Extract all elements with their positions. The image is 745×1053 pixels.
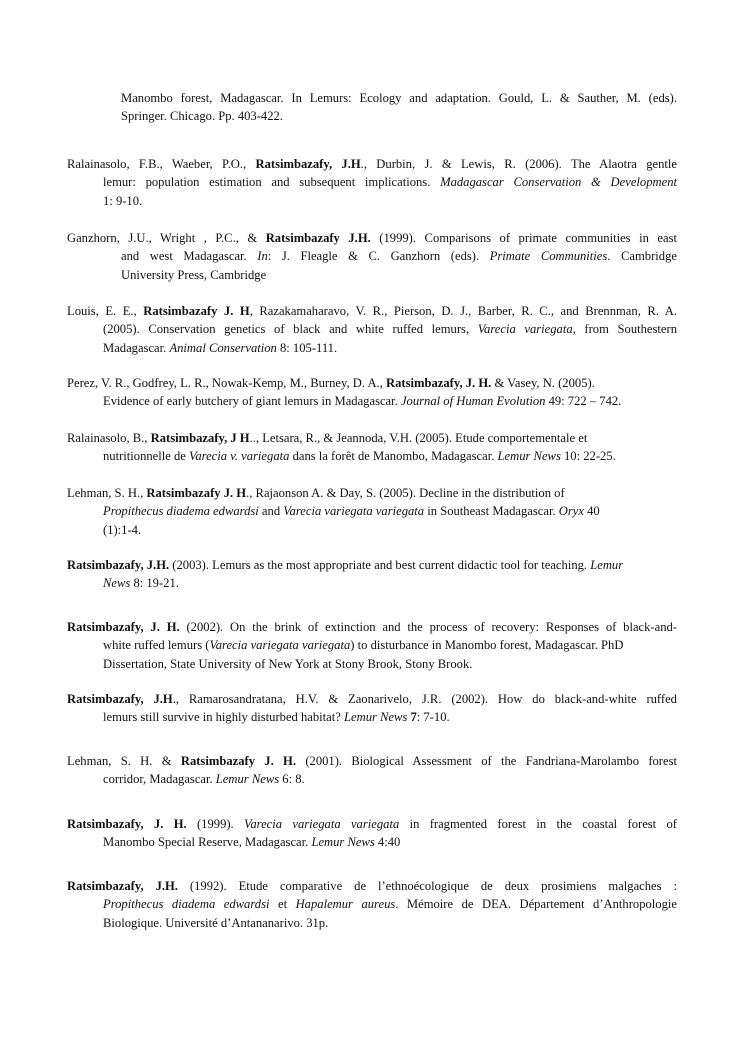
reference-line: and west Madagascar. In: J. Fleagle & C. Ganzhorn (eds). Primate Communities. Cambridge [121, 249, 677, 264]
reference-entry [67, 877, 677, 932]
author-highlight: Ratsimbazafy, J. H. [67, 817, 187, 831]
reference-line: University Press, Cambridge [121, 267, 267, 282]
author-highlight: Ratsimbazafy J. H [146, 486, 247, 500]
reference-line: Ratsimbazafy, J.H. (2003). Lemurs as the most appropriate and best current didactic tool for teaching. Lemur [67, 558, 624, 572]
reference-line: 1: 9-10. [103, 193, 143, 208]
reference-line: Ratsimbazafy, J.H., Ramarosandratana, H.V. & Zaonarivelo, J.R. (2002). How do black-and-white ruffed [67, 692, 677, 706]
reference-line: corridor, Madagascar. Lemur News 6: 8. [103, 772, 305, 787]
journal-title: Madagascar Conservation & Development [440, 175, 677, 190]
reference-entry [67, 752, 677, 789]
reference-entry [67, 690, 677, 727]
reference-entry [67, 618, 677, 673]
reference-line: Ralainasolo, F.B., Waeber, P.O., Ratsimbazafy, J.H., Durbin, J. & Lewis, R. (2006). The Alaotra gentle [67, 157, 678, 171]
author-highlight: Ratsimbazafy, J H [150, 431, 250, 445]
reference-entry [67, 302, 677, 357]
reference-line: News 8: 19-21. [103, 576, 179, 591]
journal-title: Lemur [590, 558, 624, 572]
journal-title: Lemur News [215, 772, 280, 787]
author-highlight: Ratsimbazafy, J.H [67, 692, 173, 706]
reference-line: Lehman, S. H. & Ratsimbazafy J. H. (2001). Biological Assessment of the Fandriana-Marolambo forest [67, 754, 677, 768]
journal-title: Oryx [558, 504, 584, 519]
journal-title: Animal Conservation [169, 340, 277, 355]
reference-entry [67, 229, 677, 284]
author-highlight: Ratsimbazafy, J. H. [67, 620, 180, 634]
reference-line: Propithecus diadema edwardsi and Varecia variegata variegata in Southeast Madagascar. Oryx 40 [103, 504, 600, 519]
reference-line: lemurs still survive in highly disturbed habitat? Lemur News 7: 7-10. [103, 710, 450, 725]
reference-entry [67, 556, 677, 593]
reference-line: Ratsimbazafy, J. H. (1999). Varecia variegata variegata in fragmented forest in the coastal forest of [67, 817, 677, 831]
reference-line: Propithecus diadema edwardsi et Hapalemur aureus. Mémoire de DEA. Département d’Anthropologie [103, 897, 677, 912]
author-highlight: Ratsimbazafy, J. H. [386, 376, 492, 390]
reference-entry [67, 155, 677, 210]
author-highlight: Ratsimbazafy, J.H. [67, 558, 170, 572]
journal-title: Journal of Human Evolution [400, 394, 546, 409]
reference-line: Louis, E. E., Ratsimbazafy J. H, Razakamaharavo, V. R., Pierson, D. J., Barber, R. C., and Brennman, R. A. [67, 304, 677, 318]
reference-entry [67, 815, 677, 852]
author-highlight: Ratsimbazafy J.H. [265, 231, 371, 245]
journal-title: Lemur News [311, 835, 375, 850]
journal-title: Lemur News [344, 710, 408, 725]
reference-entry [67, 484, 677, 539]
reference-line: Ratsimbazafy, J. H. (2002). On the brink of extinction and the process of recovery: Responses of black-and- [67, 620, 678, 634]
reference-line: lemur: population estimation and subsequent implications. Madagascar Conservation & Development [103, 175, 677, 190]
reference-line: Lehman, S. H., Ratsimbazafy J. H., Rajaonson A. & Day, S. (2005). Decline in the distribution of [67, 486, 565, 500]
reference-entry [67, 429, 677, 466]
reference-line: Perez, V. R., Godfrey, L. R., Nowak-Kemp, M., Burney, D. A., Ratsimbazafy, J. H. & Vasey, N. (2005). [67, 376, 595, 390]
reference-line: white ruffed lemurs (Varecia variegata variegata) to disturbance in Manombo forest, Madagascar. PhD [103, 638, 624, 653]
author-highlight: Ratsimbazafy, J.H [255, 157, 361, 171]
author-highlight: Ratsimbazafy J. H. [180, 754, 297, 768]
reference-line: Manombo forest, Madagascar. In Lemurs: Ecology and adaptation. Gould, L. & Sauther, M. (eds). [121, 91, 677, 105]
reference-line: Ganzhorn, J.U., Wright , P.C., & Ratsimbazafy J.H. (1999). Comparisons of primate communities in east [67, 231, 677, 245]
author-highlight: Ratsimbazafy J. H [143, 304, 250, 318]
reference-entry [67, 89, 677, 126]
reference-line: Madagascar. Animal Conservation 8: 105-111. [103, 340, 338, 355]
reference-line: Ralainasolo, B., Ratsimbazafy, J H.., Letsara, R., & Jeannoda, V.H. (2005). Etude comportementale et [67, 431, 588, 445]
reference-line: (1):1-4. [103, 522, 142, 537]
book-title: Primate Communities [489, 249, 608, 264]
reference-line: Dissertation, State University of New York at Stony Brook, Stony Brook. [103, 656, 473, 671]
journal-title: Lemur News [497, 449, 561, 464]
reference-line: Biologique. Université d’Antananarivo. 31p. [103, 915, 329, 930]
author-highlight: Ratsimbazafy, J.H. [67, 879, 178, 893]
reference-line: Manombo Special Reserve, Madagascar. Lemur News 4:40 [103, 835, 401, 850]
reference-line: nutritionnelle de Varecia v. variegata dans la forêt de Manombo, Madagascar. Lemur News 10: 22-25. [103, 449, 616, 464]
reference-line: Ratsimbazafy, J.H. (1992). Etude comparative de l’ethnoécologique de deux prosimiens malgaches : [67, 879, 677, 893]
reference-entry [67, 374, 677, 411]
reference-line: Springer. Chicago. Pp. 403-422. [121, 109, 283, 124]
reference-line: (2005). Conservation genetics of black and white ruffed lemurs, Varecia variegata, from Southestern [103, 322, 677, 337]
reference-line: Evidence of early butchery of giant lemurs in Madagascar. Journal of Human Evolution 49: 722 – 742. [103, 394, 622, 409]
